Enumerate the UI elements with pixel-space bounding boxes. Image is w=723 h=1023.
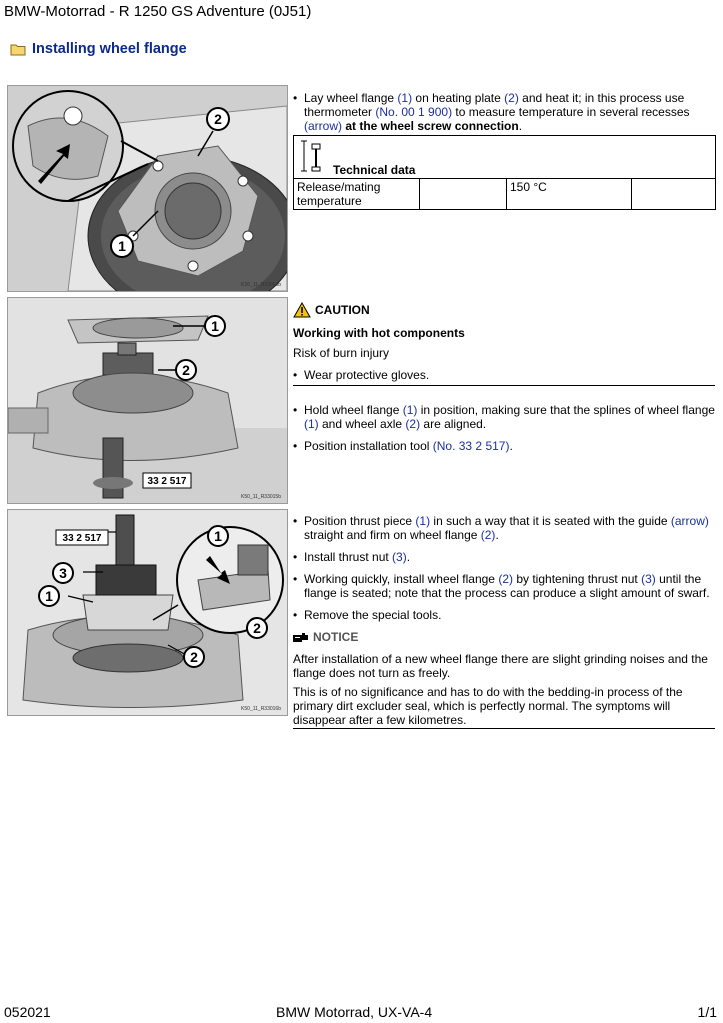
text: in such a way that it is seated with the guide xyxy=(430,514,671,528)
caution-heading xyxy=(293,302,715,318)
figure-code: K50_11_R33016b xyxy=(241,706,281,712)
figure-code: K26_11_R33063b xyxy=(241,282,281,288)
technical-data-heading: Technical data xyxy=(333,163,416,177)
text: until the flange is seated; note that the process can produce a slight amount of swarf. xyxy=(304,572,710,600)
figure-wheel-flange-alignment xyxy=(7,297,288,504)
text: Lay wheel flange xyxy=(304,91,398,105)
ref-2: (2) xyxy=(504,91,519,105)
figure3-callout-3: 3 xyxy=(59,565,67,581)
ref-tool: (No. 33 2 517) xyxy=(432,439,510,453)
text: . xyxy=(495,528,499,542)
figure-heating-plate xyxy=(7,85,288,292)
document-title: BMW-Motorrad - R 1250 GS Adventure (0J51) xyxy=(4,3,312,20)
footer-date-code: 052021 xyxy=(4,1004,51,1020)
text: Install thrust nut xyxy=(304,550,393,564)
caution-action: • Wear protective gloves. xyxy=(293,368,715,386)
text: . xyxy=(518,119,523,133)
figure2-callout-2: 2 xyxy=(182,362,190,378)
caution-title: Working with hot components xyxy=(293,326,465,340)
step-align-block xyxy=(293,403,715,453)
text: . xyxy=(406,550,411,564)
figure3-callout-1-detail: 1 xyxy=(214,528,222,544)
thrust-piece-illustration xyxy=(8,510,287,715)
ref-thermometer: (No. 00 1 900) xyxy=(375,105,453,119)
ref-1: (1) xyxy=(415,514,431,528)
alignment-illustration xyxy=(8,298,287,503)
step-install-block xyxy=(293,514,715,729)
text: straight and firm on wheel flange xyxy=(304,528,481,542)
ref-1: (1) xyxy=(304,417,319,431)
section-heading xyxy=(10,41,187,57)
ref-2: (2) xyxy=(405,417,421,431)
text: to measure temperature in several recesses xyxy=(452,105,690,119)
step-position-tool: • Position installation tool (No. 33 2 517). xyxy=(293,439,513,453)
section-title: Installing wheel flange xyxy=(32,41,187,57)
step-position-thrust-piece: • Position thrust piece (1) in such a way that it is seated with the guide (arrow) straight and firm on wheel flange (2). xyxy=(293,514,709,542)
text: at the wheel screw connection xyxy=(342,119,519,133)
text: by tightening thrust nut xyxy=(513,572,642,586)
text: in position, making sure that the splines of wheel flange xyxy=(417,403,715,417)
ref-2: (2) xyxy=(480,528,496,542)
text: on heating plate xyxy=(412,91,505,105)
step-heat-flange-block xyxy=(293,91,715,133)
heating-plate-illustration xyxy=(8,86,287,291)
text: Wear protective gloves. xyxy=(304,368,430,382)
spec-label: Release/mating temperature xyxy=(294,179,420,210)
technical-data-table-wrap xyxy=(293,135,715,210)
footer-page-number: 1/1 xyxy=(697,1004,717,1020)
text: Working quickly, install wheel flange xyxy=(304,572,499,586)
ref-1: (1) xyxy=(402,403,418,417)
text: Position thrust piece xyxy=(304,514,416,528)
figure3-callout-2-left: 2 xyxy=(190,649,198,665)
notice-paragraph-2: This is of no significance and has to do with the bedding-in process of the primary dirt excluder seal, which is perfectly normal. The symptoms will disappear after a few kilometres. xyxy=(293,685,715,729)
ref-2: (2) xyxy=(498,572,513,586)
figure-code: K50_11_R33015b xyxy=(241,494,281,500)
figure1-callout-2: 2 xyxy=(214,111,222,127)
spec-empty-cell xyxy=(420,179,507,210)
ref-arrow: (arrow) xyxy=(670,514,709,528)
ref-3: (3) xyxy=(392,550,407,564)
ref-3: (3) xyxy=(641,572,656,586)
pointing-hand-icon xyxy=(293,632,309,643)
text: and wheel axle xyxy=(318,417,406,431)
technical-data-table xyxy=(293,135,716,210)
ref-1: (1) xyxy=(397,91,413,105)
spec-value: 150 °C xyxy=(507,179,632,210)
spec-empty-cell xyxy=(632,179,716,210)
text: Hold wheel flange xyxy=(304,403,403,417)
step-install-flange: • Working quickly, install wheel flange (2) by tightening thrust nut (3) until the flange is seated; note that the process can produce a slight amount of swarf. xyxy=(293,572,710,600)
figure3-callout-1-left: 1 xyxy=(45,588,53,604)
figure-thrust-piece xyxy=(7,509,288,716)
footer-document-id: BMW Motorrad, UX-VA-4 xyxy=(276,1004,433,1020)
caliper-icon xyxy=(298,139,328,173)
caution-risk: Risk of burn injury xyxy=(293,346,390,360)
step-heat-flange: • Lay wheel flange (1) on heating plate (2) and heat it; in this process use thermometer (No. 00 1 900) to measure temperature in several recesses (arrow) at the wheel screw connection. xyxy=(293,91,690,133)
text: are aligned. xyxy=(420,417,487,431)
step-install-thrust-nut: • Install thrust nut (3). xyxy=(293,550,411,564)
notice-heading xyxy=(293,630,715,644)
figure3-callout-2-detail: 2 xyxy=(253,620,261,636)
caution-label: CAUTION xyxy=(315,303,370,317)
text: Position installation tool xyxy=(304,439,433,453)
notice-label: NOTICE xyxy=(313,630,359,644)
figure2-tool-label: 33 2 517 xyxy=(147,476,187,487)
ref-arrow: (arrow) xyxy=(304,119,342,133)
notice-paragraph-1: After installation of a new wheel flange there are slight grinding noises and the flange does not turn as freely. xyxy=(293,652,708,680)
figure2-callout-1: 1 xyxy=(211,318,219,334)
figure3-tool-label: 33 2 517 xyxy=(62,533,102,544)
text: Remove the special tools. xyxy=(304,608,442,622)
warning-icon xyxy=(293,302,311,318)
folder-icon xyxy=(10,43,26,56)
text: and heat it; in this process use thermometer xyxy=(304,91,685,119)
step-remove-tools: • Remove the special tools. xyxy=(293,608,442,622)
figure1-callout-1: 1 xyxy=(118,238,126,254)
caution-block xyxy=(293,302,715,386)
step-hold-flange: • Hold wheel flange (1) in position, making sure that the splines of wheel flange (1) and wheel axle (2) are aligned. xyxy=(293,403,715,431)
text: . xyxy=(509,439,513,453)
